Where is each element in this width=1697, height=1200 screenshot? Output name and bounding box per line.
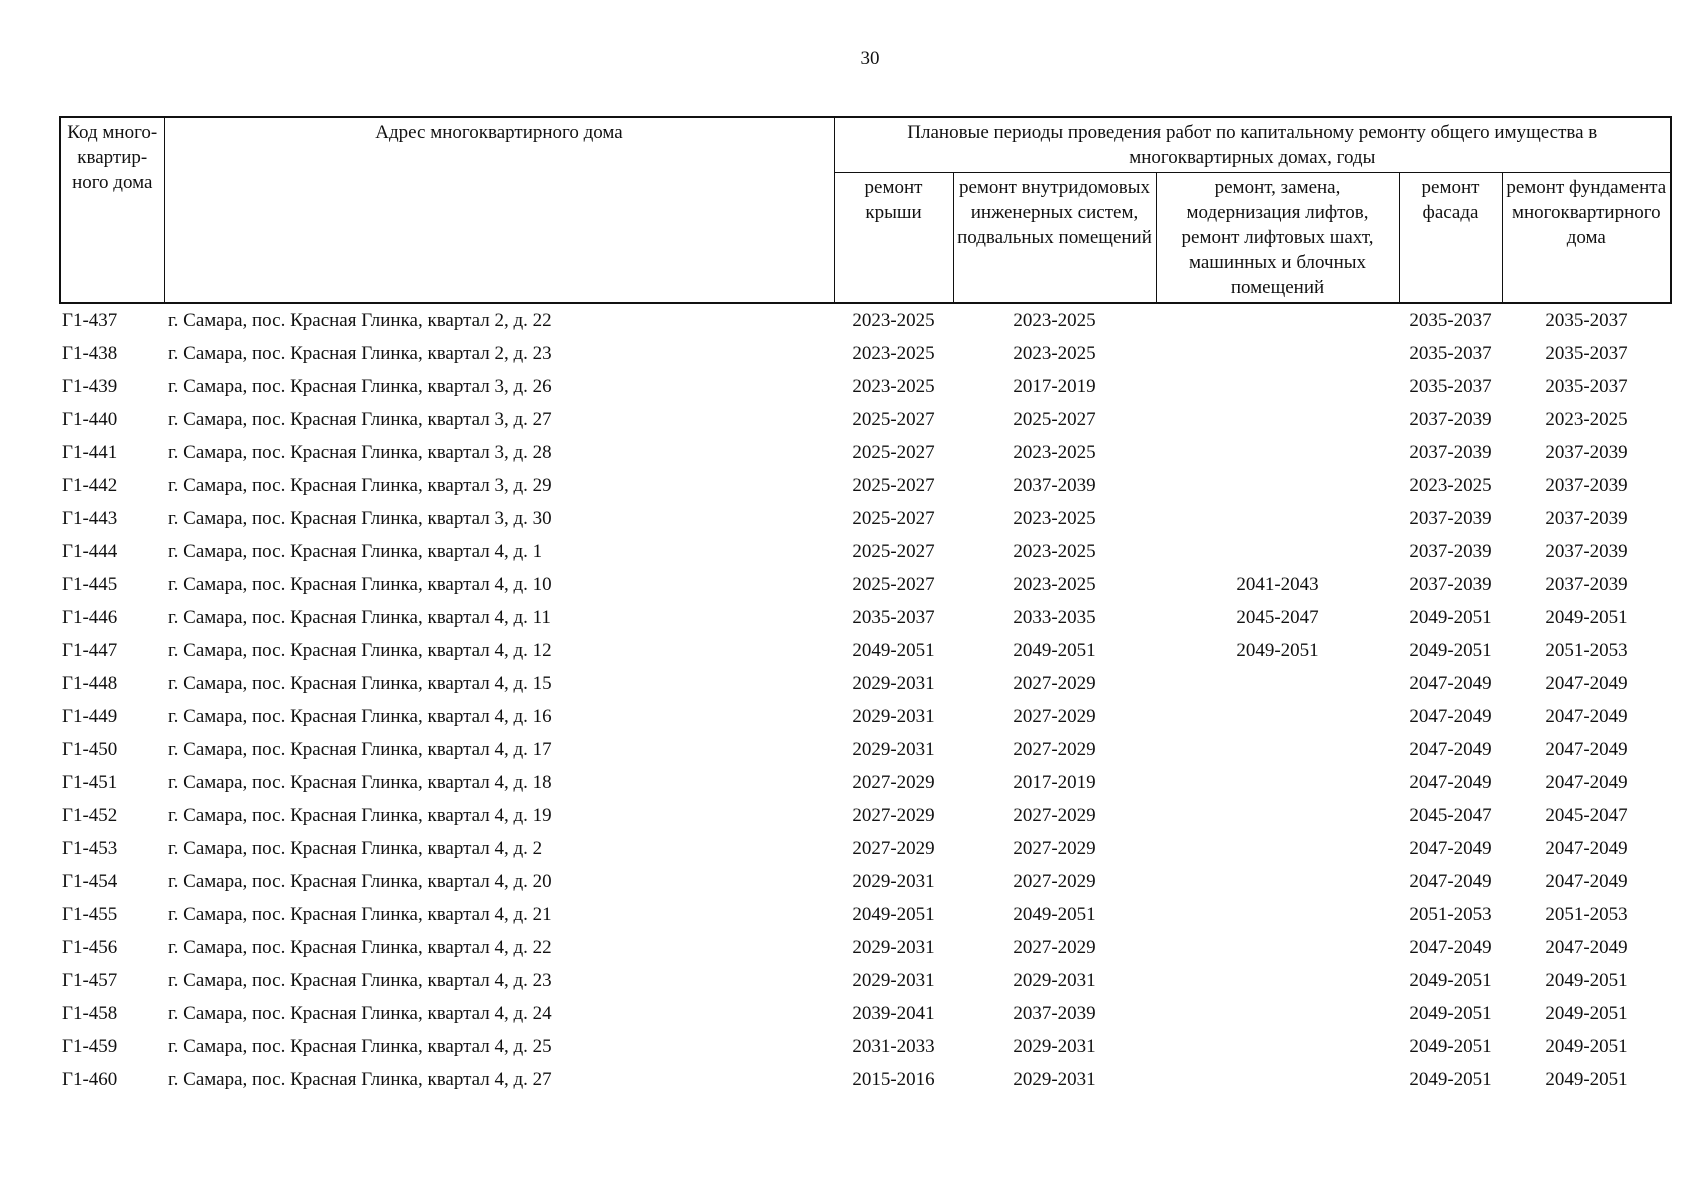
cell-foundation: 2037-2039 <box>1545 540 1628 562</box>
cell-facade: 2037-2039 <box>1409 540 1492 562</box>
cell-engineering: 2027-2029 <box>1013 870 1096 892</box>
cell-code: Г1-451 <box>62 771 118 793</box>
cell-facade: 2035-2037 <box>1409 375 1492 397</box>
cell-roof: 2025-2027 <box>852 474 935 496</box>
cell-address: г. Самара, пос. Красная Глинка, квартал 4, д. 27 <box>168 1068 552 1090</box>
cell-lifts <box>1156 766 1399 799</box>
cell-address: г. Самара, пос. Красная Глинка, квартал 4, д. 12 <box>168 639 552 661</box>
cell-address: г. Самара, пос. Красная Глинка, квартал 3, д. 30 <box>168 507 552 529</box>
cell-lifts <box>1156 832 1399 865</box>
cell-engineering: 2037-2039 <box>1013 474 1096 496</box>
table-row <box>60 700 1671 733</box>
cell-address: г. Самара, пос. Красная Глинка, квартал 4, д. 17 <box>168 738 552 760</box>
cell-lifts <box>1156 502 1399 535</box>
cell-lifts <box>1156 865 1399 898</box>
cell-engineering: 2023-2025 <box>1013 309 1096 331</box>
table-row <box>60 667 1671 700</box>
cell-roof: 2023-2025 <box>852 309 935 331</box>
cell-address: г. Самара, пос. Красная Глинка, квартал 4, д. 15 <box>168 672 552 694</box>
cell-lifts <box>1156 370 1399 403</box>
cell-engineering: 2025-2027 <box>1013 408 1096 430</box>
cell-code: Г1-440 <box>62 408 118 430</box>
header-planned-periods <box>834 117 1671 173</box>
cell-foundation: 2037-2039 <box>1545 474 1628 496</box>
table-row <box>60 1063 1671 1096</box>
cell-engineering: 2027-2029 <box>1013 672 1096 694</box>
cell-roof: 2049-2051 <box>852 639 935 661</box>
cell-engineering: 2027-2029 <box>1013 804 1096 826</box>
cell-code: Г1-455 <box>62 903 118 925</box>
cell-roof: 2029-2031 <box>852 969 935 991</box>
cell-foundation: 2035-2037 <box>1545 309 1628 331</box>
table-row <box>60 370 1671 403</box>
cell-roof: 2027-2029 <box>852 771 935 793</box>
cell-engineering: 2049-2051 <box>1013 639 1096 661</box>
cell-facade: 2047-2049 <box>1409 837 1492 859</box>
table-row <box>60 568 1671 601</box>
cell-roof: 2025-2027 <box>852 573 935 595</box>
cell-roof: 2029-2031 <box>852 705 935 727</box>
cell-facade: 2049-2051 <box>1409 969 1492 991</box>
header-roof: ремонт крыши <box>834 173 953 304</box>
cell-lifts <box>1156 700 1399 733</box>
cell-roof: 2025-2027 <box>852 540 935 562</box>
cell-engineering: 2029-2031 <box>1013 1035 1096 1057</box>
table-row <box>60 964 1671 997</box>
cell-code: Г1-442 <box>62 474 118 496</box>
cell-engineering: 2033-2035 <box>1013 606 1096 628</box>
table-row <box>60 898 1671 931</box>
cell-roof: 2023-2025 <box>852 342 935 364</box>
cell-foundation: 2045-2047 <box>1545 804 1628 826</box>
cell-roof: 2029-2031 <box>852 672 935 694</box>
cell-facade: 2037-2039 <box>1409 441 1492 463</box>
table-row <box>60 436 1671 469</box>
cell-address: г. Самара, пос. Красная Глинка, квартал 4, д. 25 <box>168 1035 552 1057</box>
cell-code: Г1-459 <box>62 1035 118 1057</box>
schedule-table <box>59 116 1672 1096</box>
cell-lifts <box>1156 931 1399 964</box>
cell-facade: 2047-2049 <box>1409 672 1492 694</box>
cell-foundation: 2051-2053 <box>1545 903 1628 925</box>
table-header <box>60 117 1671 303</box>
table-row <box>60 1030 1671 1063</box>
table-row <box>60 403 1671 436</box>
cell-code: Г1-446 <box>62 606 118 628</box>
cell-foundation: 2037-2039 <box>1545 573 1628 595</box>
cell-address: г. Самара, пос. Красная Глинка, квартал 4, д. 20 <box>168 870 552 892</box>
cell-lifts <box>1156 403 1399 436</box>
cell-facade: 2047-2049 <box>1409 870 1492 892</box>
cell-lifts <box>1156 535 1399 568</box>
cell-facade: 2023-2025 <box>1409 474 1492 496</box>
cell-foundation: 2035-2037 <box>1545 342 1628 364</box>
cell-code: Г1-441 <box>62 441 118 463</box>
cell-engineering: 2017-2019 <box>1013 375 1096 397</box>
cell-lifts <box>1156 436 1399 469</box>
cell-code: Г1-460 <box>62 1068 118 1090</box>
cell-engineering: 2023-2025 <box>1013 342 1096 364</box>
header-engineering: ремонт внутридомовых инженерных систем, подвальных помещений <box>953 173 1156 304</box>
cell-engineering: 2023-2025 <box>1013 441 1096 463</box>
table-row <box>60 634 1671 667</box>
cell-foundation: 2049-2051 <box>1545 606 1628 628</box>
cell-code: Г1-457 <box>62 969 118 991</box>
cell-lifts <box>1156 964 1399 997</box>
cell-engineering: 2049-2051 <box>1013 903 1096 925</box>
cell-facade: 2049-2051 <box>1409 1035 1492 1057</box>
cell-lifts: 2049-2051 <box>1236 639 1319 661</box>
cell-lifts <box>1156 337 1399 370</box>
cell-code: Г1-438 <box>62 342 118 364</box>
cell-lifts <box>1156 303 1399 337</box>
cell-facade: 2035-2037 <box>1409 309 1492 331</box>
table-row <box>60 766 1671 799</box>
cell-address: г. Самара, пос. Красная Глинка, квартал 2, д. 22 <box>168 309 552 331</box>
cell-roof: 2027-2029 <box>852 837 935 859</box>
cell-foundation: 2047-2049 <box>1545 771 1628 793</box>
table-row <box>60 535 1671 568</box>
cell-address: г. Самара, пос. Красная Глинка, квартал 4, д. 10 <box>168 573 552 595</box>
cell-engineering: 2027-2029 <box>1013 738 1096 760</box>
cell-roof: 2015-2016 <box>852 1068 935 1090</box>
cell-engineering: 2027-2029 <box>1013 705 1096 727</box>
cell-foundation: 2049-2051 <box>1545 1035 1628 1057</box>
table-row <box>60 799 1671 832</box>
cell-engineering: 2027-2029 <box>1013 936 1096 958</box>
cell-code: Г1-439 <box>62 375 118 397</box>
cell-facade: 2049-2051 <box>1409 1068 1492 1090</box>
cell-code: Г1-456 <box>62 936 118 958</box>
cell-foundation: 2051-2053 <box>1545 639 1628 661</box>
cell-lifts: 2041-2043 <box>1236 573 1319 595</box>
table-row <box>60 303 1671 337</box>
cell-foundation: 2037-2039 <box>1545 441 1628 463</box>
cell-roof: 2029-2031 <box>852 936 935 958</box>
cell-lifts <box>1156 1063 1399 1096</box>
cell-engineering: 2037-2039 <box>1013 1002 1096 1024</box>
cell-engineering: 2023-2025 <box>1013 540 1096 562</box>
cell-facade: 2045-2047 <box>1409 804 1492 826</box>
cell-foundation: 2047-2049 <box>1545 705 1628 727</box>
table-row <box>60 337 1671 370</box>
cell-facade: 2047-2049 <box>1409 936 1492 958</box>
cell-facade: 2037-2039 <box>1409 408 1492 430</box>
cell-engineering: 2017-2019 <box>1013 771 1096 793</box>
cell-lifts <box>1156 667 1399 700</box>
header-planned-periods-text: Плановые периоды проведения работ по капитальному ремонту общего имущества в многоквартирных домах, годы <box>907 122 1598 168</box>
cell-foundation: 2037-2039 <box>1545 507 1628 529</box>
page-number: 30 <box>860 48 880 69</box>
table-row <box>60 733 1671 766</box>
cell-roof: 2035-2037 <box>852 606 935 628</box>
cell-foundation: 2047-2049 <box>1545 936 1628 958</box>
header-foundation: ремонт фундамента многоквартирного дома <box>1502 173 1671 304</box>
capital-repair-schedule <box>59 116 1670 1096</box>
header-lifts: ремонт, замена, модернизация лифтов, ремонт лифтовых шахт, машинных и блочных помещений <box>1156 173 1399 304</box>
cell-address: г. Самара, пос. Красная Глинка, квартал 3, д. 27 <box>168 408 552 430</box>
cell-facade: 2035-2037 <box>1409 342 1492 364</box>
cell-code: Г1-445 <box>62 573 118 595</box>
cell-lifts <box>1156 898 1399 931</box>
cell-roof: 2039-2041 <box>852 1002 935 1024</box>
header-code: Код много-квартир-ного дома <box>60 117 164 303</box>
cell-address: г. Самара, пос. Красная Глинка, квартал 3, д. 28 <box>168 441 552 463</box>
cell-address: г. Самара, пос. Красная Глинка, квартал 3, д. 29 <box>168 474 552 496</box>
cell-code: Г1-444 <box>62 540 118 562</box>
table-row <box>60 469 1671 502</box>
cell-lifts <box>1156 733 1399 766</box>
cell-code: Г1-452 <box>62 804 118 826</box>
cell-facade: 2049-2051 <box>1409 1002 1492 1024</box>
cell-code: Г1-443 <box>62 507 118 529</box>
cell-code: Г1-450 <box>62 738 118 760</box>
cell-engineering: 2027-2029 <box>1013 837 1096 859</box>
cell-roof: 2031-2033 <box>852 1035 935 1057</box>
cell-foundation: 2047-2049 <box>1545 672 1628 694</box>
cell-lifts <box>1156 469 1399 502</box>
cell-roof: 2049-2051 <box>852 903 935 925</box>
table-row <box>60 601 1671 634</box>
cell-foundation: 2047-2049 <box>1545 738 1628 760</box>
cell-lifts <box>1156 1030 1399 1063</box>
table-row <box>60 865 1671 898</box>
cell-address: г. Самара, пос. Красная Глинка, квартал 4, д. 1 <box>168 540 543 562</box>
cell-address: г. Самара, пос. Красная Глинка, квартал 4, д. 21 <box>168 903 552 925</box>
cell-address: г. Самара, пос. Красная Глинка, квартал 2, д. 23 <box>168 342 552 364</box>
cell-facade: 2047-2049 <box>1409 738 1492 760</box>
cell-foundation: 2023-2025 <box>1545 408 1628 430</box>
cell-address: г. Самара, пос. Красная Глинка, квартал 4, д. 2 <box>168 837 543 859</box>
cell-code: Г1-453 <box>62 837 118 859</box>
cell-roof: 2025-2027 <box>852 507 935 529</box>
table-row <box>60 931 1671 964</box>
cell-facade: 2049-2051 <box>1409 606 1492 628</box>
cell-roof: 2025-2027 <box>852 408 935 430</box>
table-row <box>60 997 1671 1030</box>
cell-roof: 2027-2029 <box>852 804 935 826</box>
cell-engineering: 2023-2025 <box>1013 573 1096 595</box>
cell-foundation: 2047-2049 <box>1545 837 1628 859</box>
cell-facade: 2047-2049 <box>1409 705 1492 727</box>
cell-code: Г1-437 <box>62 309 118 331</box>
cell-foundation: 2035-2037 <box>1545 375 1628 397</box>
cell-address: г. Самара, пос. Красная Глинка, квартал 3, д. 26 <box>168 375 552 397</box>
table-body <box>60 303 1671 1096</box>
cell-roof: 2029-2031 <box>852 870 935 892</box>
cell-address: г. Самара, пос. Красная Глинка, квартал 4, д. 11 <box>168 606 551 628</box>
cell-code: Г1-454 <box>62 870 118 892</box>
cell-engineering: 2029-2031 <box>1013 1068 1096 1090</box>
table-row <box>60 502 1671 535</box>
cell-address: г. Самара, пос. Красная Глинка, квартал 4, д. 23 <box>168 969 552 991</box>
cell-engineering: 2029-2031 <box>1013 969 1096 991</box>
cell-code: Г1-448 <box>62 672 118 694</box>
cell-lifts <box>1156 997 1399 1030</box>
header-facade: ремонт фасада <box>1399 173 1502 304</box>
cell-engineering: 2023-2025 <box>1013 507 1096 529</box>
cell-address: г. Самара, пос. Красная Глинка, квартал 4, д. 19 <box>168 804 552 826</box>
header-address: Адрес многоквартирного дома <box>164 117 834 303</box>
cell-foundation: 2049-2051 <box>1545 969 1628 991</box>
cell-lifts: 2045-2047 <box>1236 606 1319 628</box>
cell-facade: 2037-2039 <box>1409 507 1492 529</box>
cell-facade: 2037-2039 <box>1409 573 1492 595</box>
cell-roof: 2029-2031 <box>852 738 935 760</box>
cell-code: Г1-447 <box>62 639 118 661</box>
cell-address: г. Самара, пос. Красная Глинка, квартал 4, д. 24 <box>168 1002 552 1024</box>
cell-address: г. Самара, пос. Красная Глинка, квартал 4, д. 18 <box>168 771 552 793</box>
cell-foundation: 2049-2051 <box>1545 1002 1628 1024</box>
cell-facade: 2047-2049 <box>1409 771 1492 793</box>
cell-lifts <box>1156 799 1399 832</box>
cell-foundation: 2049-2051 <box>1545 1068 1628 1090</box>
cell-facade: 2049-2051 <box>1409 639 1492 661</box>
cell-address: г. Самара, пос. Красная Глинка, квартал 4, д. 22 <box>168 936 552 958</box>
cell-foundation: 2047-2049 <box>1545 870 1628 892</box>
cell-code: Г1-458 <box>62 1002 118 1024</box>
cell-address: г. Самара, пос. Красная Глинка, квартал 4, д. 16 <box>168 705 552 727</box>
cell-facade: 2051-2053 <box>1409 903 1492 925</box>
cell-roof: 2025-2027 <box>852 441 935 463</box>
cell-roof: 2023-2025 <box>852 375 935 397</box>
cell-code: Г1-449 <box>62 705 118 727</box>
table-row <box>60 832 1671 865</box>
